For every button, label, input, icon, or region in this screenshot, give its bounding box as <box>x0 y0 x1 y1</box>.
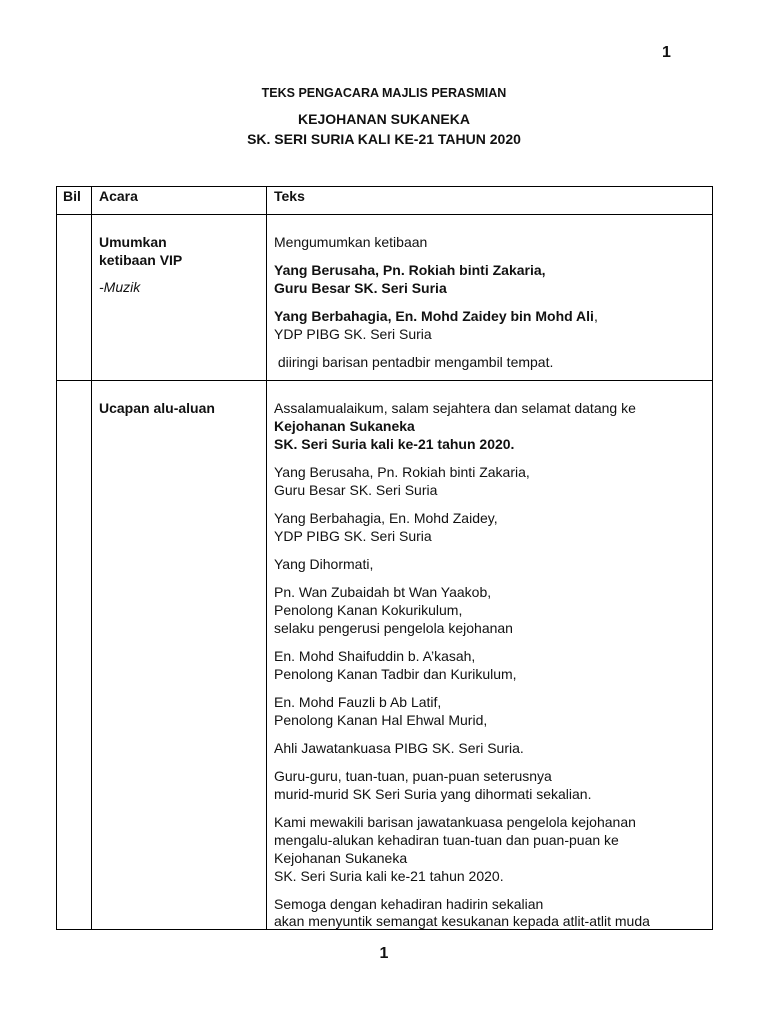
row1-teks-intro: Mengumumkan ketibaan <box>274 234 428 250</box>
row1-acara-note: -Muzik <box>99 279 141 295</box>
row-divider <box>57 380 712 381</box>
row2-p2-line2: YDP PIBG SK. Seri Suria <box>274 528 432 544</box>
row1-acara-line1: Umumkan <box>99 234 167 250</box>
row2-p8-line2: murid-murid SK Seri Suria yang dihormati sekalian. <box>274 786 592 802</box>
row2-p9-line4: SK. Seri Suria kali ke-21 tahun 2020. <box>274 868 504 884</box>
document-title-line-2: SK. SERI SURIA KALI KE-21 TAHUN 2020 <box>247 131 521 147</box>
row2-p1-line2: Guru Besar SK. Seri Suria <box>274 482 438 498</box>
row2-p6-line1: En. Mohd Fauzli b Ab Latif, <box>274 694 442 710</box>
row2-p8-line1: Guru-guru, tuan-tuan, puan-puan seterusnya <box>274 768 552 784</box>
row2-p10-line2: akan menyuntik semangat kesukanan kepada atlit-atlit muda <box>274 913 650 929</box>
page-number-top: 1 <box>662 44 671 61</box>
row2-p4-line2: Penolong Kanan Kokurikulum, <box>274 602 463 618</box>
document-subtitle: TEKS PENGACARA MAJLIS PERASMIAN <box>261 86 507 100</box>
column-divider <box>91 187 92 929</box>
header-acara: Acara <box>99 188 138 204</box>
row-divider <box>57 214 712 215</box>
row2-p5-line2: Penolong Kanan Tadbir dan Kurikulum, <box>274 666 517 682</box>
column-divider <box>266 187 267 929</box>
row1-vip2-line1 <box>274 307 598 325</box>
row1-closing: diiringi barisan pentadbir mengambil tempat. <box>274 354 554 370</box>
row2-p10-line1: Semoga dengan kehadiran hadirin sekalian <box>274 896 544 912</box>
row2-p9-line3: Kejohanan Sukaneka <box>274 850 408 866</box>
row2-p4-line3: selaku pengerusi pengelola kejohanan <box>274 620 513 636</box>
header-teks: Teks <box>274 188 305 204</box>
row2-p9-line1: Kami mewakili barisan jawatankuasa pengelola kejohanan <box>274 814 636 830</box>
row2-p3: Yang Dihormati, <box>274 556 374 572</box>
row1-acara-line2: ketibaan VIP <box>99 252 183 268</box>
header-bil: Bil <box>63 188 81 204</box>
row2-p1-line1: Yang Berusaha, Pn. Rokiah binti Zakaria, <box>274 464 530 480</box>
row2-event-line1: Kejohanan Sukaneka <box>274 418 415 434</box>
row1-vip1-line1: Yang Berusaha, Pn. Rokiah binti Zakaria, <box>274 262 546 278</box>
row2-greeting: Assalamualaikum, salam sejahtera dan selamat datang ke <box>274 400 636 416</box>
script-table <box>56 186 713 930</box>
document-title-line-1: KEJOHANAN SUKANEKA <box>298 111 470 127</box>
row2-p9-line2: mengalu-alukan kehadiran tuan-tuan dan puan-puan ke <box>274 832 619 848</box>
row2-acara: Ucapan alu-aluan <box>99 400 215 416</box>
row2-event-line2: SK. Seri Suria kali ke-21 tahun 2020. <box>274 436 515 452</box>
row2-p5-line1: En. Mohd Shaifuddin b. A’kasah, <box>274 648 476 664</box>
row2-p2-line1: Yang Berbahagia, En. Mohd Zaidey, <box>274 510 498 526</box>
row1-vip1-line2: Guru Besar SK. Seri Suria <box>274 280 447 296</box>
row2-p6-line2: Penolong Kanan Hal Ehwal Murid, <box>274 712 488 728</box>
page-number-bottom: 1 <box>379 945 389 962</box>
row1-vip2-name: Yang Berbahagia, En. Mohd Zaidey bin Mohd Ali <box>274 308 594 324</box>
row1-vip2-comma: , <box>593 308 598 324</box>
row1-vip2-role: YDP PIBG SK. Seri Suria <box>274 326 432 342</box>
row2-p7: Ahli Jawatankuasa PIBG SK. Seri Suria. <box>274 740 524 756</box>
row2-p4-line1: Pn. Wan Zubaidah bt Wan Yaakob, <box>274 584 492 600</box>
